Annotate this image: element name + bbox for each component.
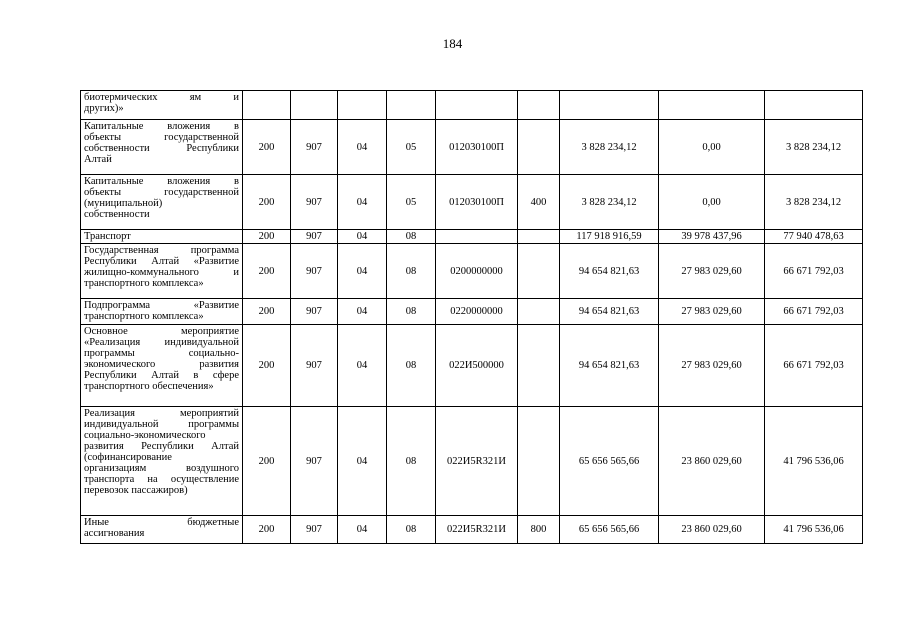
admin-code-cell: 200 [243, 299, 291, 325]
section-cell: 04 [338, 244, 387, 299]
row-name-line: Транспорт [84, 231, 131, 242]
row-name-line: Подпрограмма «Развитие [84, 300, 239, 311]
row-name-line: объекты государственной [84, 132, 239, 143]
section-cell: 04 [338, 120, 387, 175]
row-name-line: (муниципальной) [84, 198, 163, 209]
target-article-cell: 0220000000 [436, 299, 518, 325]
row-name-line: перевозок пассажиров) [84, 485, 188, 496]
table-row [81, 230, 863, 244]
expense-type-cell [518, 407, 560, 516]
section-cell: 04 [338, 299, 387, 325]
row-name-line: транспорта на осуществление [84, 474, 239, 485]
row-name-line: программы социально- [84, 348, 239, 359]
row-name-line: Капитальные вложения в [84, 121, 239, 132]
federal-amount-cell: 23 860 029,60 [659, 407, 765, 516]
regional-amount-cell: 77 940 478,63 [765, 230, 863, 244]
admin-code-cell: 200 [243, 516, 291, 544]
regional-amount-cell: 3 828 234,12 [765, 120, 863, 175]
expense-type-cell [518, 120, 560, 175]
expense-type-cell: 800 [518, 516, 560, 544]
row-name-line: (софинансирование [84, 452, 172, 463]
row-name-line: жилищно-коммунального и [84, 267, 239, 278]
subsection-cell: 08 [387, 407, 436, 516]
target-article-cell [436, 91, 518, 120]
row-name-line: транспортного обеспечения» [84, 381, 214, 392]
subsection-cell [387, 91, 436, 120]
target-article-cell: 022И500000 [436, 325, 518, 407]
subsection-cell: 05 [387, 175, 436, 230]
row-name-line: Республики Алтай в сфере [84, 370, 239, 381]
row-name-line: Государственная программа [84, 245, 239, 256]
row-name-line: ассигнования [84, 528, 145, 539]
target-article-cell: 0200000000 [436, 244, 518, 299]
row-name-cell [81, 299, 243, 325]
federal-amount-cell: 27 983 029,60 [659, 325, 765, 407]
total-amount-cell: 65 656 565,66 [560, 407, 659, 516]
row-name-line: Алтай [84, 154, 112, 165]
admin-code-cell: 200 [243, 120, 291, 175]
section-cell: 04 [338, 175, 387, 230]
federal-amount-cell: 0,00 [659, 120, 765, 175]
admin-code-cell: 200 [243, 325, 291, 407]
subsection-cell: 08 [387, 299, 436, 325]
regional-amount-cell: 3 828 234,12 [765, 175, 863, 230]
row-name-line: объекты государственной [84, 187, 239, 198]
table-body [81, 91, 863, 544]
total-amount-cell: 94 654 821,63 [560, 299, 659, 325]
admin-code-cell: 200 [243, 407, 291, 516]
row-name-cell [81, 120, 243, 175]
ministry-code-cell: 907 [291, 516, 338, 544]
target-article-cell: 022И5R321И [436, 516, 518, 544]
row-name-line: «Реализация индивидуальной [84, 337, 239, 348]
subsection-cell: 08 [387, 516, 436, 544]
federal-amount-cell: 27 983 029,60 [659, 299, 765, 325]
admin-code-cell: 200 [243, 230, 291, 244]
expense-type-cell [518, 299, 560, 325]
ministry-code-cell: 907 [291, 120, 338, 175]
federal-amount-cell: 39 978 437,96 [659, 230, 765, 244]
ministry-code-cell: 907 [291, 299, 338, 325]
table-row [81, 299, 863, 325]
target-article-cell: 012030100П [436, 120, 518, 175]
regional-amount-cell: 66 671 792,03 [765, 325, 863, 407]
table-row [81, 516, 863, 544]
federal-amount-cell: 0,00 [659, 175, 765, 230]
total-amount-cell: 117 918 916,59 [560, 230, 659, 244]
total-amount-cell: 3 828 234,12 [560, 175, 659, 230]
target-article-cell [436, 230, 518, 244]
expense-type-cell [518, 230, 560, 244]
target-article-cell: 022И5R321И [436, 407, 518, 516]
total-amount-cell: 94 654 821,63 [560, 325, 659, 407]
row-name-line: транспортного комплекса» [84, 278, 204, 289]
section-cell: 04 [338, 230, 387, 244]
expense-type-cell [518, 91, 560, 120]
row-name-line: биотермических ям и [84, 92, 239, 103]
total-amount-cell: 94 654 821,63 [560, 244, 659, 299]
budget-table [80, 90, 863, 544]
target-article-cell: 012030100П [436, 175, 518, 230]
table-row [81, 325, 863, 407]
expense-type-cell: 400 [518, 175, 560, 230]
row-name-cell [81, 244, 243, 299]
subsection-cell: 08 [387, 244, 436, 299]
row-name-line: индивидуальной программы [84, 419, 239, 430]
subsection-cell: 08 [387, 230, 436, 244]
federal-amount-cell: 23 860 029,60 [659, 516, 765, 544]
ministry-code-cell: 907 [291, 325, 338, 407]
regional-amount-cell [765, 91, 863, 120]
expense-type-cell [518, 325, 560, 407]
admin-code-cell: 200 [243, 244, 291, 299]
row-name-cell [81, 325, 243, 407]
table-row [81, 175, 863, 230]
table-row [81, 407, 863, 516]
row-name-line: собственности [84, 209, 150, 220]
row-name-line: Реализация мероприятий [84, 408, 239, 419]
admin-code-cell: 200 [243, 175, 291, 230]
total-amount-cell: 65 656 565,66 [560, 516, 659, 544]
total-amount-cell [560, 91, 659, 120]
row-name-cell [81, 175, 243, 230]
expense-type-cell [518, 244, 560, 299]
section-cell [338, 91, 387, 120]
row-name-cell [81, 516, 243, 544]
regional-amount-cell: 41 796 536,06 [765, 407, 863, 516]
subsection-cell: 05 [387, 120, 436, 175]
row-name-line: собственности Республики [84, 143, 239, 154]
row-name-line: Республики Алтай «Развитие [84, 256, 239, 267]
table-row [81, 244, 863, 299]
row-name-line: развития Республики Алтай [84, 441, 239, 452]
row-name-line: Капитальные вложения в [84, 176, 239, 187]
section-cell: 04 [338, 516, 387, 544]
page-number: 184 [442, 36, 463, 51]
ministry-code-cell: 907 [291, 230, 338, 244]
row-name-line: Основное мероприятие [84, 326, 239, 337]
regional-amount-cell: 66 671 792,03 [765, 244, 863, 299]
total-amount-cell: 3 828 234,12 [560, 120, 659, 175]
row-name-line: Иные бюджетные [84, 517, 239, 528]
federal-amount-cell [659, 91, 765, 120]
row-name-cell [81, 91, 243, 120]
section-cell: 04 [338, 407, 387, 516]
ministry-code-cell: 907 [291, 244, 338, 299]
admin-code-cell [243, 91, 291, 120]
section-cell: 04 [338, 325, 387, 407]
row-name-line: социально-экономического [84, 430, 206, 441]
regional-amount-cell: 41 796 536,06 [765, 516, 863, 544]
ministry-code-cell [291, 91, 338, 120]
regional-amount-cell: 66 671 792,03 [765, 299, 863, 325]
ministry-code-cell: 907 [291, 175, 338, 230]
table-row [81, 91, 863, 120]
row-name-line: организациям воздушного [84, 463, 239, 474]
row-name-line: экономического развития [84, 359, 239, 370]
federal-amount-cell: 27 983 029,60 [659, 244, 765, 299]
row-name-cell [81, 407, 243, 516]
ministry-code-cell: 907 [291, 407, 338, 516]
subsection-cell: 08 [387, 325, 436, 407]
table-row [81, 120, 863, 175]
row-name-cell [81, 230, 243, 244]
row-name-line: транспортного комплекса» [84, 311, 204, 322]
row-name-line: других)» [84, 103, 124, 114]
